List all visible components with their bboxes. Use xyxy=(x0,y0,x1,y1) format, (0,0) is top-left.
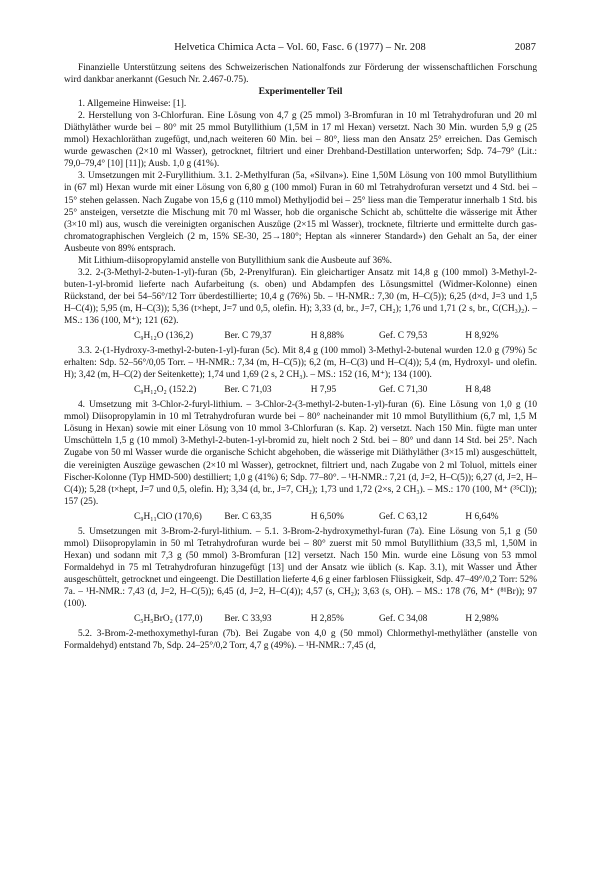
analysis-formula: C₉H₁₂O₂ (152.2) xyxy=(134,385,197,396)
analysis-calculated-h: H 7,95 xyxy=(310,385,337,396)
analysis-calculated: Ber. C 33,93 xyxy=(224,614,272,625)
section-heading: Experimenteller Teil xyxy=(258,86,343,98)
running-title: Helvetica Chimica Acta – Vol. 60, Fasc. 6 (1977) – Nr. 208 xyxy=(174,42,426,53)
paragraph-prenylfuran: 3.2. 2-(3-Methyl-2-buten-1-yl)-furan (5b, 2-Prenylfuran). Ein gleichartiger Ansatz mit 14,8 g (100 mmol) 3-Methyl-2-buten-1-yl-bromid lieferte nach Aufarbeitung (s. oben) und Abdampfen des Lösungsmittel (Widmer-Kolonne) einen Rückstand, der bei 54–56°/12 Torr überdestillierte; 10,4 g (76%) 5b. – ¹H-NMR.: 7,30 (m, H–C(5)); 6,25 (d×d, J=3 und 1,5 H–C(4)); 5,95 (m, H–C(3)); 5,36 (t×hept, J=7 und 0,5, olefin. H); 3,33 (d, br., J=7, CH₂); 1,76 und 1,71 (2 s, br., C(CH₃)₂). – MS.: 136 (100, M⁺); 121 (62). xyxy=(64,267,537,326)
analysis-found-h: H 6,64% xyxy=(465,511,499,522)
analysis-found: Gef. C 63,12 xyxy=(379,511,428,522)
analysis-calculated: Ber. C 71,03 xyxy=(224,385,272,396)
paragraph-lda-note: Mit Lithium-diisopropylamid anstelle von Butyllithium sank die Ausbeute auf 36%. xyxy=(78,255,393,266)
analysis-found-h: H 2,98% xyxy=(465,614,499,625)
article-body xyxy=(64,62,537,652)
paragraph-hydroxy-butenyl-furan: 3.3. 2-(1-Hydroxy-3-methyl-2-buten-1-yl)-furan (5c). Mit 8,4 g (100 mmol) 3-Methyl-2-butenal wurden 12.0 g (79%) 5c erhalten: Sdp. 52–56°/0,05 Torr. – ¹H-NMR.: 7,34 (m, H–C(5)); 6,2 (m, H–C(3) und H–C(4)); 5,4 (m, Hydroxyl- und olefin. H); 3,42 (m, H–C(2) der Seitenkette); 1,74 und 1,69 (2 s, 2 CH₃). – MS.: 152 (16, M⁺); 134 (100). xyxy=(64,346,537,381)
analysis-calculated: Ber. C 79,37 xyxy=(224,331,272,342)
elemental-analysis-row xyxy=(64,613,537,625)
analysis-calculated: Ber. C 63,35 xyxy=(224,511,272,522)
paragraph-general-notes: 1. Allgemeine Hinweise: [1]. xyxy=(78,99,187,110)
paragraph-3-chlorfuran: 2. Herstellung von 3-Chlorfuran. Eine Lösung von 4,7 g (25 mmol) 3-Bromfuran in 10 ml Tetrahydrofuran und 20 ml Diäthyläther wurde bei – 80° mit 25 mmol Butyllithium (1,5M in 17 ml Hexan) versetzt. Nach 30 Min. wurden 5,9 g (25 mmol) Hexachloräthan zugefügt, und,nach weiteren 60 Min. bei – 80°, liess man den Ansatz 25° erreichen. Das Gemisch wurde gewaschen (2×10 ml Wasser), getrocknet, filtriert und einer Drehband-Destillation unterworfen; Sdp. 74–79° (Lit.: 79,0–79,4° [10] [11]); Ausb. 1,0 g (41%). xyxy=(64,111,537,170)
analysis-formula: C₉H₁₂O (136,2) xyxy=(134,331,194,342)
paragraph-brom-furyl-lithium: 5. Umsetzungen mit 3-Brom-2-furyl-lithium. – 5.1. 3-Brom-2-hydroxymethyl-furan (7a). Eine Lösung von 5,1 g (50 mmol) Diisopropylamin in 50 ml Tetrahydrofuran wurde bei – 80° zuerst mit 50 mmol Butyllithium (33,5 ml, 1,50M in Hexan) und sodann mit 7,3 g (50 mmol) 3-Bromfuran [12] versetzt. Nach 150 Min. wurde eine Lösung von 53 mmol Formaldehyd in 75 ml Tetrahydrofuran hinzugefügt [13] und der Ansatz wie üblich (s. Kap. 3.1), mit Wasser und Äther ausgeschüttelt, getrocknet und eingeengt. Die Destillation lieferte 4,6 g einer farblosen Flüssigkeit, Sdp. 47–49°/0,2 Torr: 52% 7a. – ¹H-NMR.: 7,43 (d, J=2, H–C(5)); 6,45 (d, J=2, H–C(4)); 4,57 (s, CH₂); 3,63 (s, OH). – MS.: 178 (76, M⁺ (⁸¹Br)); 97 (100). xyxy=(64,526,537,610)
analysis-found: Gef. C 34,08 xyxy=(379,614,428,625)
acknowledgement-paragraph: Finanzielle Unterstützung seitens des Schweizerischen Nationalfonds zur Förderung der wissenschaftlichen Forschung wird dankbar anerkannt (Gesuch Nr. 2.467-0.75). xyxy=(64,63,537,86)
analysis-calculated-h: H 8,88% xyxy=(310,331,344,342)
elemental-analysis-row xyxy=(64,330,537,342)
elemental-analysis-row xyxy=(64,384,537,396)
paragraph-methoxymethyl-furan: 5.2. 3-Brom-2-methoxymethyl-furan (7b). Bei Zugabe von 4,0 g (50 mmol) Chlormethyl-methyläther (anstelle von Formaldehyd) entstand 7b, Sdp. 24–25°/0,2 Torr, 4,7 g (49%). – ¹H-NMR.: 7,45 (d, xyxy=(64,629,537,652)
page-number: 2087 xyxy=(514,42,536,53)
analysis-found: Gef. C 79,53 xyxy=(379,331,428,342)
paragraph-chlor-furyl-lithium: 4. Umsetzung mit 3-Chlor-2-furyl-lithium. – 3-Chlor-2-(3-methyl-2-buten-1-yl)-furan (6). Eine Lösung von 1,0 g (10 mmol) Diisopropylamin in 10 ml Tetrahydrofuran wurde bei – 80° nacheinander mit 10 mmol Butyllithium (6,7 ml, 1,5 M Lösung in Hexan) sowie mit einer Lösung von 10 mmol 3-Chlorfuran (s. Kap. 2) versetzt. Nach 150 Min. fügte man unter Umschütteln 1,5 g (10 mmol) 3-Methyl-2-buten-1-yl-bromid zu, hielt noch 2 Std. bei – 80° und dann 14 Std. bei 25°. Nach Zugabe von 50 ml Wasser wurde die organische Schicht abgehoben, die wässerige mit Diäthyläther (3×15 ml) ausgeschüttelt, die vereinigten Auszüge gewaschen (2×10 ml Wasser), getrocknet, filtriert und, nach Zugabe von 2 ml Toluol, mittels einer Fischer-Kolonne (Typ HMD-500) destilliert; 1,0 g (41%) 6; Sdp. 77–80°. – ¹H-NMR.: 7,21 (d, J=2, H–C(5)); 6,27 (d, J=2, H–C(4)); 5,28 (t×hept, J=7 und 0,5, olefin. H); 3,34 (d, br., J=7, CH₂); 1,73 und 1,72 (2×s, 2 CH₃). – MS.: 170 (100, M⁺ (³⁵Cl)); 157 (25). xyxy=(64,400,537,507)
analysis-formula: C₅H₅BrO₂ (177,0) xyxy=(134,614,203,625)
analysis-found-h: H 8,48 xyxy=(465,385,491,396)
analysis-calculated-h: H 6,50% xyxy=(310,511,344,522)
paragraph-methylfuran: 3. Umsetzungen mit 2-Furyllithium. 3.1. 2-Methylfuran (5a, «Silvan»). Eine 1,50M Lösung von 100 mmol Butyllithium in (67 ml) Hexan wurde mit einer Lösung von 6,80 g (100 mmol) Furan in 60 ml Tetrahydrofuran versetzt und 4 Std. bei – 15° stehen gelassen. Nach Zugabe von 15,6 g (110 mmol) Methyljodid bei – 25° liess man die Temperatur innerhalb 1 Std. bis 25° ansteigen, versetzte die Mischung mit 70 ml Wasser, hob die organische Schicht ab, schüttelte die wässerige mit Äther (3×10 ml) aus, wusch die vereinigten organischen Auszüge (2×15 ml Wasser), trocknete, filtrierte und ermittelte durch gas-chromatographischen Vergleich (2 m, 15% SE-30, 25→180°; Heptan als «innerer Standard») den Gehalt an 5a, der einer Ausbeute von 89% entsprach. xyxy=(64,171,537,254)
analysis-found-h: H 8,92% xyxy=(465,331,499,342)
analysis-formula: C₉H₁₁ClO (170,6) xyxy=(134,511,202,522)
elemental-analysis-row xyxy=(64,511,537,523)
analysis-calculated-h: H 2,85% xyxy=(310,614,344,625)
running-header xyxy=(64,42,536,56)
analysis-found: Gef. C 71,30 xyxy=(379,385,428,396)
